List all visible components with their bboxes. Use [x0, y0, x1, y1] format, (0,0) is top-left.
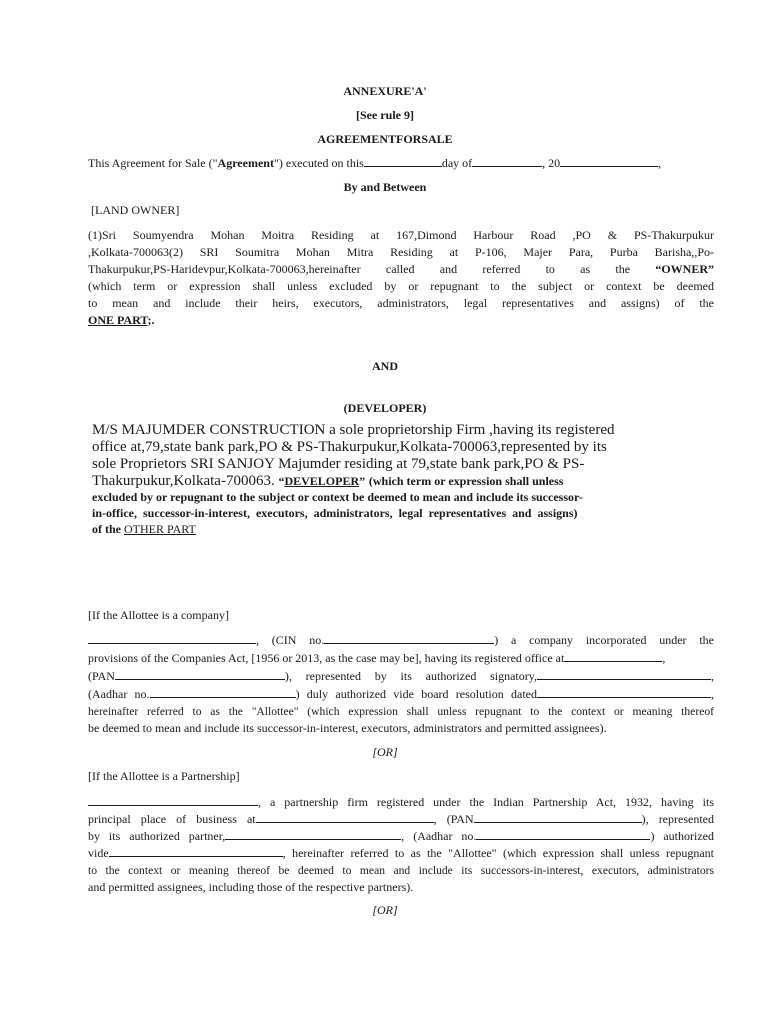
- developer-firm-name: M/S MAJUMDER CONSTRUCTION: [92, 422, 326, 438]
- agreement-word: Agreement: [217, 156, 274, 170]
- partnership-l2-c: ), represented: [641, 812, 714, 826]
- partnership-line-5: to the context or meaning thereof be deemed to mean and include its successors-in-interest, executors, administrators: [88, 864, 714, 877]
- developer-term: DEVELOPER: [284, 474, 360, 488]
- developer-line-1-rest: a sole proprietorship Firm ,having its registered: [325, 422, 615, 438]
- resolution-date-blank: [537, 686, 711, 698]
- company-line-2: [88, 650, 714, 667]
- land-owner-label: [LAND OWNER]: [91, 203, 180, 217]
- intro-year-prefix: , 20: [542, 156, 561, 170]
- and-heading: AND: [372, 359, 398, 373]
- vide-blank: [109, 845, 283, 857]
- owner-line-4: (which term or expression shall unless excluded by or repugnant to the subject or context be deemed: [88, 279, 714, 293]
- or-divider-2: [OR]: [372, 903, 398, 917]
- company-l1-b: ) a company incorporated under the: [494, 633, 714, 647]
- intro-prefix: This Agreement for Sale (": [88, 156, 218, 170]
- partnership-line-3: [88, 828, 714, 845]
- partnership-line-1: [88, 794, 714, 811]
- document-title: AGREEMENTFORSALE: [317, 132, 453, 146]
- one-part-end: ;.: [147, 313, 155, 327]
- annexure-heading: ANNEXURE'A': [343, 84, 427, 98]
- authorized-partner-blank: [225, 828, 401, 840]
- intro-end: ,: [658, 156, 662, 170]
- company-name-blank: [88, 632, 256, 644]
- owner-line-3-text: Thakurpukur,PS-Haridevpur,Kolkata-700063,hereinafter called and referred to as the: [88, 262, 631, 276]
- company-l2: provisions of the Companies Act, [1956 or 2013, as the case may be], having its registered office at: [88, 651, 565, 665]
- cin-blank: [324, 632, 494, 644]
- place-of-business-blank: [256, 811, 434, 823]
- partnership-aadhar-blank: [476, 828, 650, 840]
- partnership-l2-b: , (PAN: [433, 812, 474, 826]
- company-pan-blank: [115, 668, 285, 680]
- developer-line-2: office at,79,state bank park,PO & PS-Thakurpukur,Kolkata-700063,represented by its: [92, 439, 607, 455]
- rule-reference: [See rule 9]: [356, 108, 414, 122]
- developer-line-3: sole Proprietors SRI SANJOY Majumder residing at 79,state bank park,PO & PS-: [92, 456, 585, 472]
- developer-label: (DEVELOPER): [343, 401, 427, 415]
- partnership-l3-b: , (Aadhar no.: [401, 829, 477, 843]
- date-year-blank: [560, 155, 658, 167]
- owner-term: “OWNER”: [655, 262, 715, 276]
- authorized-signatory-blank: [537, 668, 711, 680]
- company-l1-a: , (CIN no.: [256, 633, 325, 647]
- other-part: OTHER PART: [124, 522, 196, 536]
- company-line-1: [88, 632, 714, 649]
- company-l4-b: ) duly authorized vide board resolution dated: [295, 687, 537, 701]
- owner-line-2: ,Kolkata-700063(2) SRI Soumitra Mohan Mitra Residing at P-106, Majer Para, Purba Barisha,,Po-: [88, 245, 714, 259]
- developer-line-4-text: Thakurpukur,Kolkata-700063.: [92, 473, 275, 489]
- company-l3-end: ,: [711, 669, 714, 683]
- company-line-5: hereinafter referred to as the "Allottee" (which expression shall unless repugnant to the context or meaning thereof: [88, 705, 714, 718]
- developer-line-4-rest: (which term or expression shall unless: [368, 474, 564, 488]
- company-aadhar-blank: [150, 686, 296, 698]
- company-l4-a: (Aadhar no.: [88, 687, 150, 701]
- partnership-line-4: [88, 845, 714, 862]
- partnership-name-blank: [88, 794, 258, 806]
- partnership-l4-a: vide: [88, 846, 109, 860]
- company-line-6: be deemed to mean and include its successor-in-interest, executors, administrators and permitted assignees).: [88, 721, 607, 735]
- partnership-l3-a: by its authorized partner,: [88, 829, 226, 843]
- owner-line-1: (1)Sri Soumyendra Mohan Moitra Residing at 167,Dimond Harbour Road ,PO & PS-Thakurpukur: [88, 228, 714, 242]
- partnership-l1-b: , a partnership firm registered under the Indian Partnership Act, 1932, having its: [258, 795, 714, 809]
- developer-line-7: [92, 521, 718, 538]
- owner-line-3: [88, 261, 714, 278]
- developer-term-q2: ”: [359, 474, 366, 488]
- date-day-blank: [364, 155, 442, 167]
- one-part: ONE PART: [88, 313, 148, 327]
- company-line-3: [88, 668, 714, 685]
- company-label: [If the Allottee is a company]: [88, 608, 229, 622]
- owner-line-6: [88, 312, 714, 329]
- partnership-line-6: and permitted assignees, including those of the respective partners).: [88, 880, 414, 894]
- partnership-label: [If the Allottee is a Partnership]: [88, 769, 240, 783]
- company-l2-end: ,: [662, 651, 666, 665]
- partnership-pan-blank: [474, 811, 642, 823]
- date-month-blank: [472, 155, 542, 167]
- developer-line-1: [92, 422, 692, 439]
- company-l4-end: ,: [711, 687, 714, 701]
- intro-day-of: day of: [441, 156, 473, 170]
- partnership-line-2: [88, 811, 714, 828]
- intro-middle: ") executed on this: [273, 156, 364, 170]
- or-divider-1: [OR]: [372, 745, 398, 759]
- by-and-between: By and Between: [343, 180, 427, 194]
- of-the: of the: [92, 522, 121, 536]
- partnership-l3-c: ) authorized: [650, 829, 715, 843]
- company-l3-a: (PAN: [88, 669, 115, 683]
- owner-line-5: to mean and include their heirs, executors, administrators, legal representatives and assigns) of the: [88, 296, 714, 310]
- partnership-l4-b: , hereinafter referred to as the "Allottee" (which expression shall unless repugnant: [282, 846, 714, 860]
- registered-office-blank: [564, 650, 662, 662]
- developer-line-4: [92, 473, 692, 490]
- developer-line-6: in-office, successor-in-interest, executors, administrators, legal representatives and assigns): [92, 506, 578, 520]
- developer-line-5: excluded by or repugnant to the subject or context be deemed to mean and include its successor-: [92, 490, 583, 504]
- company-l3-b: ), represented by its authorized signatory,: [284, 669, 537, 683]
- partnership-l2-a: principal place of business at: [88, 812, 256, 826]
- developer-term-q1: “: [278, 474, 285, 488]
- intro-line: [88, 155, 714, 172]
- company-line-4: [88, 686, 714, 703]
